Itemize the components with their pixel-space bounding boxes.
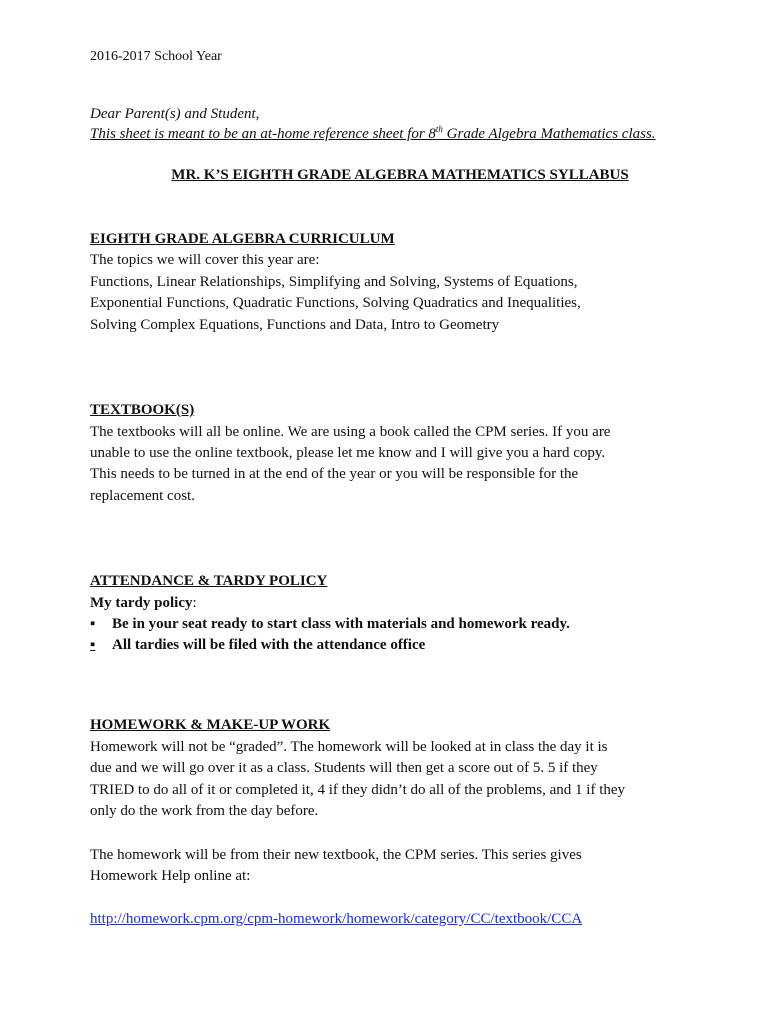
square-bullet-icon: ▪ <box>90 616 96 632</box>
school-year: 2016-2017 School Year <box>90 49 222 64</box>
homework-line: only do the work from the day before. <box>90 803 319 819</box>
curriculum-line: Exponential Functions, Quadratic Functions, Solving Quadratics and Inequalities, <box>90 295 581 311</box>
curriculum-heading: EIGHTH GRADE ALGEBRA CURRICULUM <box>90 231 395 247</box>
tardy-policy-colon: : <box>192 595 197 611</box>
homework-line: The homework will be from their new textbook, the CPM series. This series gives <box>90 847 582 863</box>
bullet-text: Be in your seat ready to start class with materials and homework ready. <box>112 616 570 632</box>
textbook-line: replacement cost. <box>90 488 195 504</box>
homework-line: Homework will not be “graded”. The homework will be looked at in class the day it is <box>90 739 608 755</box>
intro-text-start: This sheet is meant to be an at-home reference sheet for 8 <box>90 126 436 142</box>
intro-line <box>90 124 656 145</box>
textbook-line: unable to use the online textbook, please let me know and I will give you a hard copy. <box>90 445 606 461</box>
curriculum-line: Solving Complex Equations, Functions and Data, Intro to Geometry <box>90 317 500 333</box>
tardy-bullet-item <box>90 614 570 635</box>
intro-superscript: th <box>435 124 443 134</box>
attendance-heading: ATTENDANCE & TARDY POLICY <box>90 573 328 589</box>
textbook-heading: TEXTBOOK(S) <box>90 402 195 418</box>
tardy-policy-label <box>90 593 197 614</box>
homework-line: TRIED to do all of it or completed it, 4 if they didn’t do all of the problems, and 1 if they <box>90 782 626 798</box>
intro-text-end: Grade Algebra Mathematics class. <box>442 126 656 142</box>
square-bullet-icon: ▪ <box>90 637 96 653</box>
curriculum-line: Functions, Linear Relationships, Simplifying and Solving, Systems of Equations, <box>90 274 578 290</box>
homework-line: due and we will go over it as a class. Students will then get a score out of 5. 5 if they <box>90 760 598 776</box>
greeting: Dear Parent(s) and Student, <box>90 106 260 122</box>
tardy-bullet-item <box>90 635 425 656</box>
homework-heading: HOMEWORK & MAKE-UP WORK <box>90 717 331 733</box>
textbook-line: The textbooks will all be online. We are using a book called the CPM series. If you are <box>90 424 611 440</box>
homework-line: Homework Help online at: <box>90 868 251 884</box>
bullet-text: All tardies will be filed with the attendance office <box>112 637 426 653</box>
homework-help-link[interactable]: http://homework.cpm.org/cpm-homework/homework/category/CC/textbook/CCA <box>90 911 583 927</box>
page-title: MR. K’S EIGHTH GRADE ALGEBRA MATHEMATICS SYLLABUS <box>171 167 629 183</box>
curriculum-line: The topics we will cover this year are: <box>90 252 320 268</box>
textbook-line: This needs to be turned in at the end of the year or you will be responsible for the <box>90 466 579 482</box>
tardy-policy-text: My tardy policy <box>90 595 193 611</box>
